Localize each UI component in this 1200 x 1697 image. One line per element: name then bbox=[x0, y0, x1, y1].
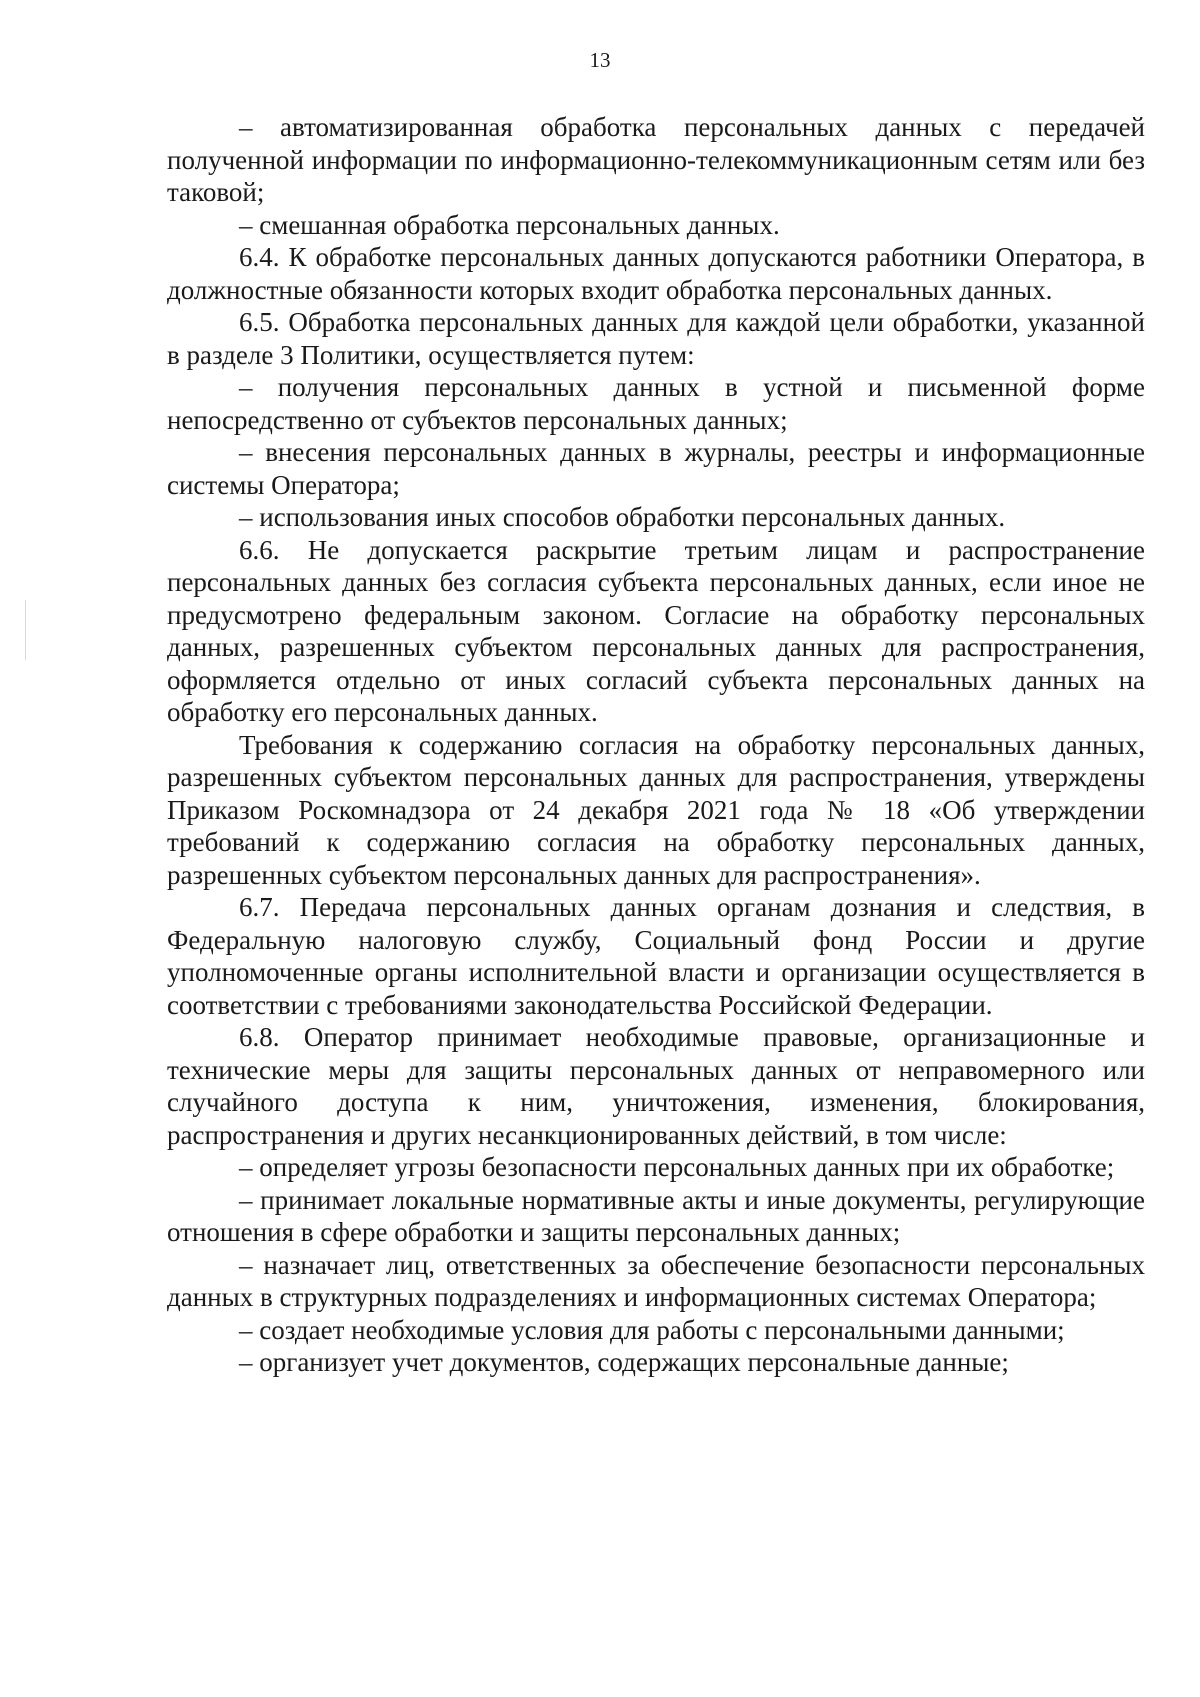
paragraph-mixed-processing: – смешанная обработка персональных данных. bbox=[239, 209, 780, 240]
paragraph-6-8: 6.8. Оператор принимает необходимые правовые, организационные и технические меры для защиты персональных данных от неправомерного или случайного доступа к ним, уничтожения, изменения, блокирования, распространения и других несанкционированных действий, в том числе: bbox=[167, 1022, 1145, 1150]
paragraph-consent-requirements: Требования к содержанию согласия на обработку персональных данных, разрешенных субъектом персональных данных для распространения, утверждены Приказом Роскомнадзора от 24 декабря 2021 года № 18 «Об утверждении требований к содержанию согласия на обработку персональных данных, разрешенных субъектом персональных данных для распространения». bbox=[167, 729, 1145, 890]
paragraph-responsible-persons: – назначает лиц, ответственных за обеспечение безопасности персональных данных в структурных подразделениях и информационных системах Оператора; bbox=[167, 1249, 1145, 1312]
paragraph-conditions: – создает необходимые условия для работы с персональными данными; bbox=[239, 1314, 1065, 1345]
paragraph-automated-processing: – автоматизированная обработка персональных данных с передачей полученной информации по информационно-телекоммуникационным сетям или без таковой; bbox=[167, 112, 1145, 207]
paragraph-local-acts: – принимает локальные нормативные акты и иные документы, регулирующие отношения в сфере обработки и защиты персональных данных; bbox=[167, 1184, 1145, 1247]
paragraph-6-6: 6.6. Не допускается раскрытие третьим лицам и распространение персональных данных без согласия субъекта персональных данных, если иное не предусмотрено федеральным законом. Согласие на обработку персональных данных, разрешенных субъектом персональных данных для распространения, оформляется отдельно от иных согласий субъекта персональных данных на обработку его персональных данных. bbox=[167, 534, 1145, 727]
page-number: 13 bbox=[589, 48, 611, 72]
paragraph-6-7: 6.7. Передача персональных данных органам дознания и следствия, в Федеральную налоговую службу, Социальный фонд России и другие уполномоченные органы исполнительной власти и организации осуществляется в соответствии с требованиями законодательства Российской Федерации. bbox=[167, 892, 1145, 1020]
paragraph-entering-data: – внесения персональных данных в журналы, реестры и информационные системы Оператора; bbox=[167, 437, 1145, 500]
paragraph-6-4: 6.4. К обработке персональных данных допускаются работники Оператора, в должностные обязанности которых входит обработка персональных данных. bbox=[167, 242, 1145, 305]
document-body bbox=[167, 111, 1145, 1379]
paragraph-receiving-data: – получения персональных данных в устной и письменной форме непосредственно от субъектов персональных данных; bbox=[167, 372, 1145, 435]
paragraph-document-accounting: – организует учет документов, содержащих персональные данные; bbox=[239, 1347, 1009, 1377]
paragraph-other-methods: – использования иных способов обработки персональных данных. bbox=[239, 502, 1006, 532]
paragraph-threats: – определяет угрозы безопасности персональных данных при их обработке; bbox=[239, 1152, 1115, 1182]
scan-margin-mark bbox=[25, 600, 26, 660]
paragraph-6-5: 6.5. Обработка персональных данных для каждой цели обработки, указанной в разделе 3 Политики, осуществляется путем: bbox=[167, 307, 1145, 370]
